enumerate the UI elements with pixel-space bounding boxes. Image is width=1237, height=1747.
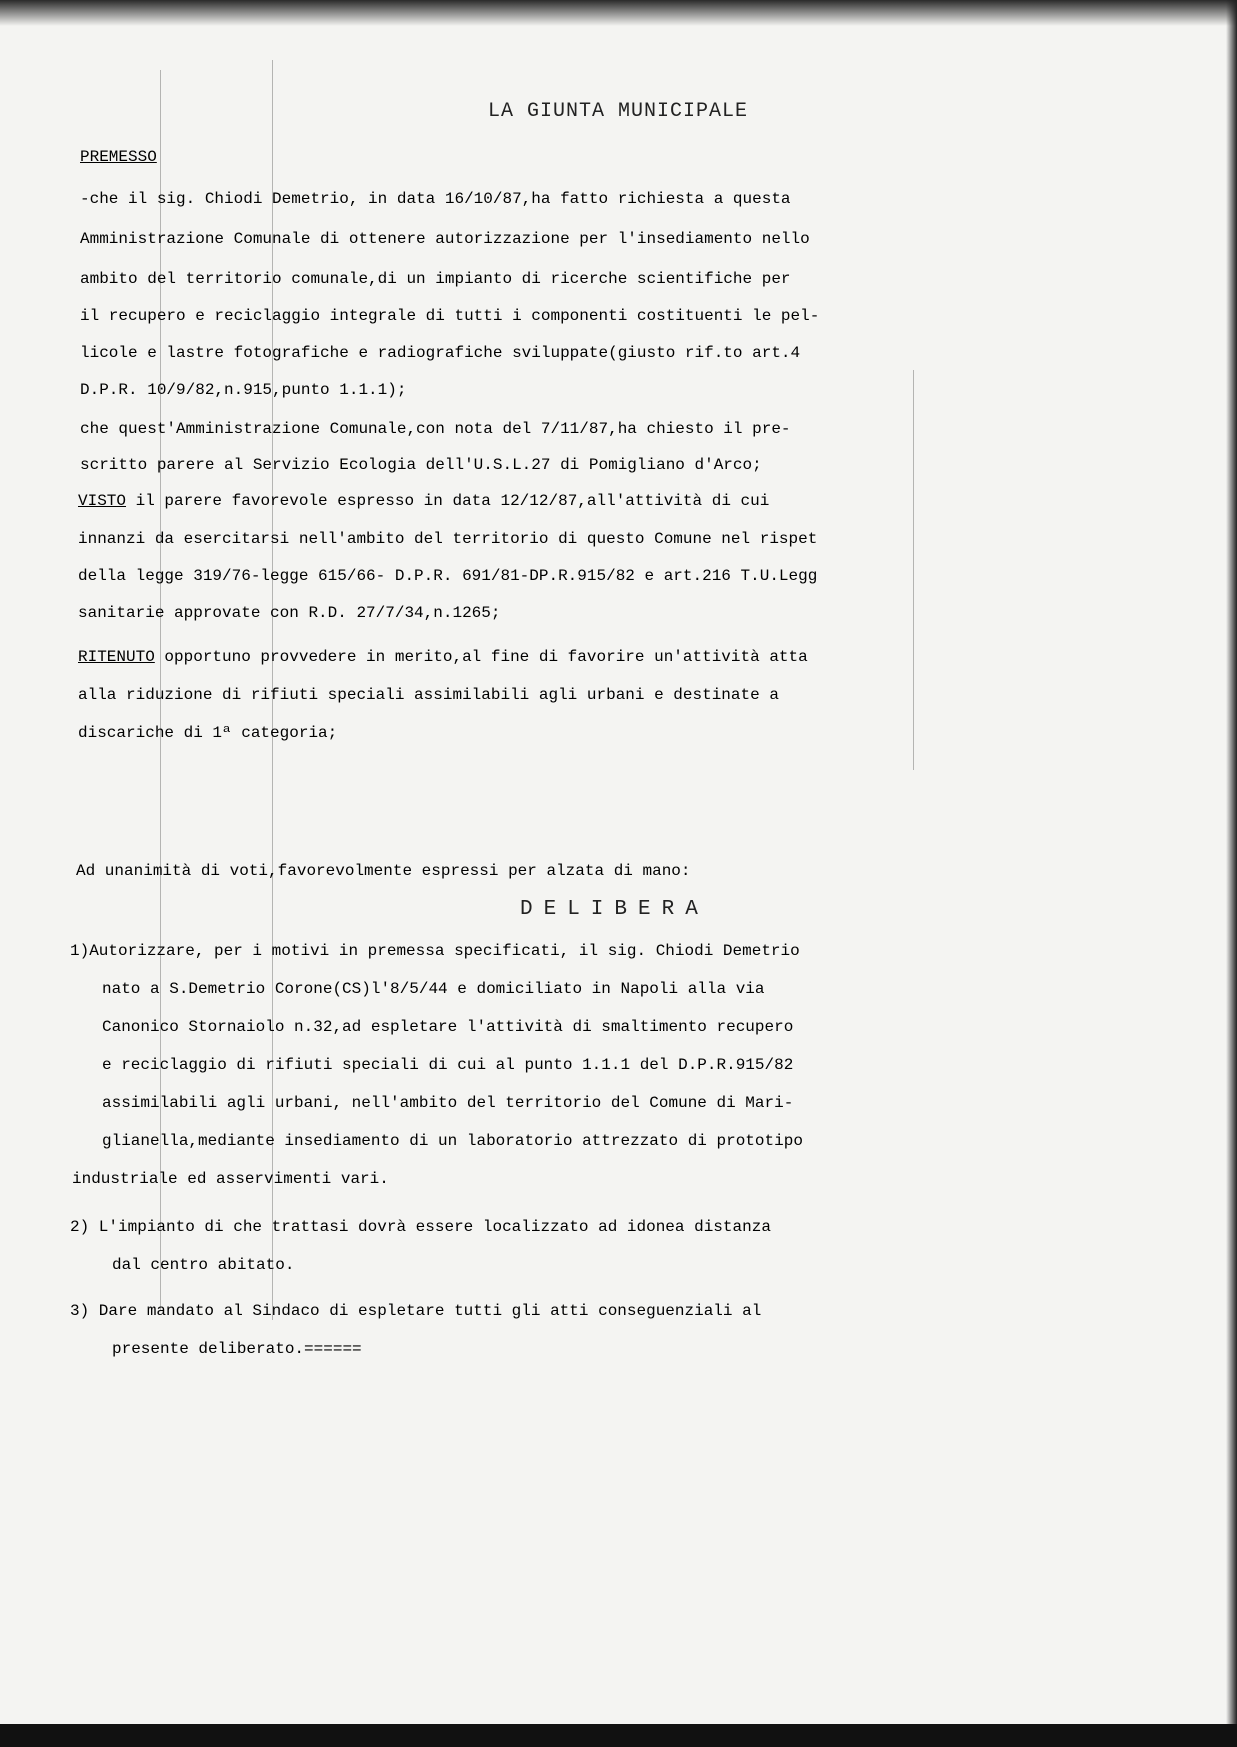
text-line: scritto parere al Servizio Ecologia dell'U.S.L.27 di Pomigliano d'Arco; [80,456,762,474]
visto-paragraph [78,492,769,510]
item-line: nato a S.Demetrio Corone(CS)l'8/5/44 e domiciliato in Napoli alla via [102,980,765,998]
item-line: assimilabili agli urbani, nell'ambito del territorio del Comune di Mari- [102,1094,794,1112]
item-line: 1)Autorizzare, per i motivi in premessa specificati, il sig. Chiodi Demetrio [70,942,800,960]
document-title: LA GIUNTA MUNICIPALE [488,100,749,123]
item-line: dal centro abitato. [112,1256,295,1274]
item-line: glianella,mediante insediamento di un laboratorio attrezzato di prototipo [102,1132,803,1150]
scan-edge-bottom [0,1724,1237,1747]
fold-line [913,370,914,770]
text-line: ambito del territorio comunale,di un impianto di ricerche scientifiche per [80,270,791,288]
item-line: e reciclaggio di rifiuti speciali di cui al punto 1.1.1 del D.P.R.915/82 [102,1056,794,1074]
scan-edge-right [1226,0,1237,1747]
ritenuto-paragraph [78,648,808,666]
text-line: il parere favorevole espresso in data 12/12/87,all'attività di cui [126,492,770,510]
text-line: opportuno provvedere in merito,al fine di favorire un'attività atta [154,648,808,666]
item-line: 2) L'impianto di che trattasi dovrà essere localizzato ad idonea distanza [70,1218,771,1236]
item-line: presente deliberato.====== [112,1340,362,1358]
delibera-heading: DELIBERA [520,898,709,921]
text-line: innanzi da esercitarsi nell'ambito del territorio di questo Comune nel rispet [78,530,818,548]
text-line: della legge 319/76-legge 615/66- D.P.R. 691/81-DP.R.915/82 e art.216 T.U.Legg [78,567,818,585]
text-line: Ad unanimità di voti,favorevolmente espressi per alzata di mano: [76,862,691,880]
text-line: licole e lastre fotografiche e radiografiche sviluppate(giusto rif.to art.4 [80,344,801,362]
visto-label: VISTO [78,492,127,510]
text-line: il recupero e reciclaggio integrale di tutti i componenti costituenti le pel- [80,307,820,325]
scan-edge-top [0,0,1237,26]
item-line: industriale ed asservimenti vari. [72,1170,389,1188]
text-line: Amministrazione Comunale di ottenere autorizzazione per l'insediamento nello [80,230,810,248]
text-line: discariche di 1ª categoria; [78,724,338,742]
ritenuto-label: RITENUTO [78,648,155,666]
text-line: sanitarie approvate con R.D. 27/7/34,n.1265; [78,604,501,622]
text-line: che quest'Amministrazione Comunale,con nota del 7/11/87,ha chiesto il pre- [80,420,791,438]
item-line: 3) Dare mandato al Sindaco di espletare tutti gli atti conseguenziali al [70,1302,762,1320]
text-line: D.P.R. 10/9/82,n.915,punto 1.1.1); [80,381,407,399]
premesso-label: PREMESSO [80,148,157,166]
text-line: alla riduzione di rifiuti speciali assimilabili agli urbani e destinate a [78,686,779,704]
text-line: -che il sig. Chiodi Demetrio, in data 16/10/87,ha fatto richiesta a questa [80,190,791,208]
item-line: Canonico Stornaiolo n.32,ad espletare l'attività di smaltimento recupero [102,1018,794,1036]
